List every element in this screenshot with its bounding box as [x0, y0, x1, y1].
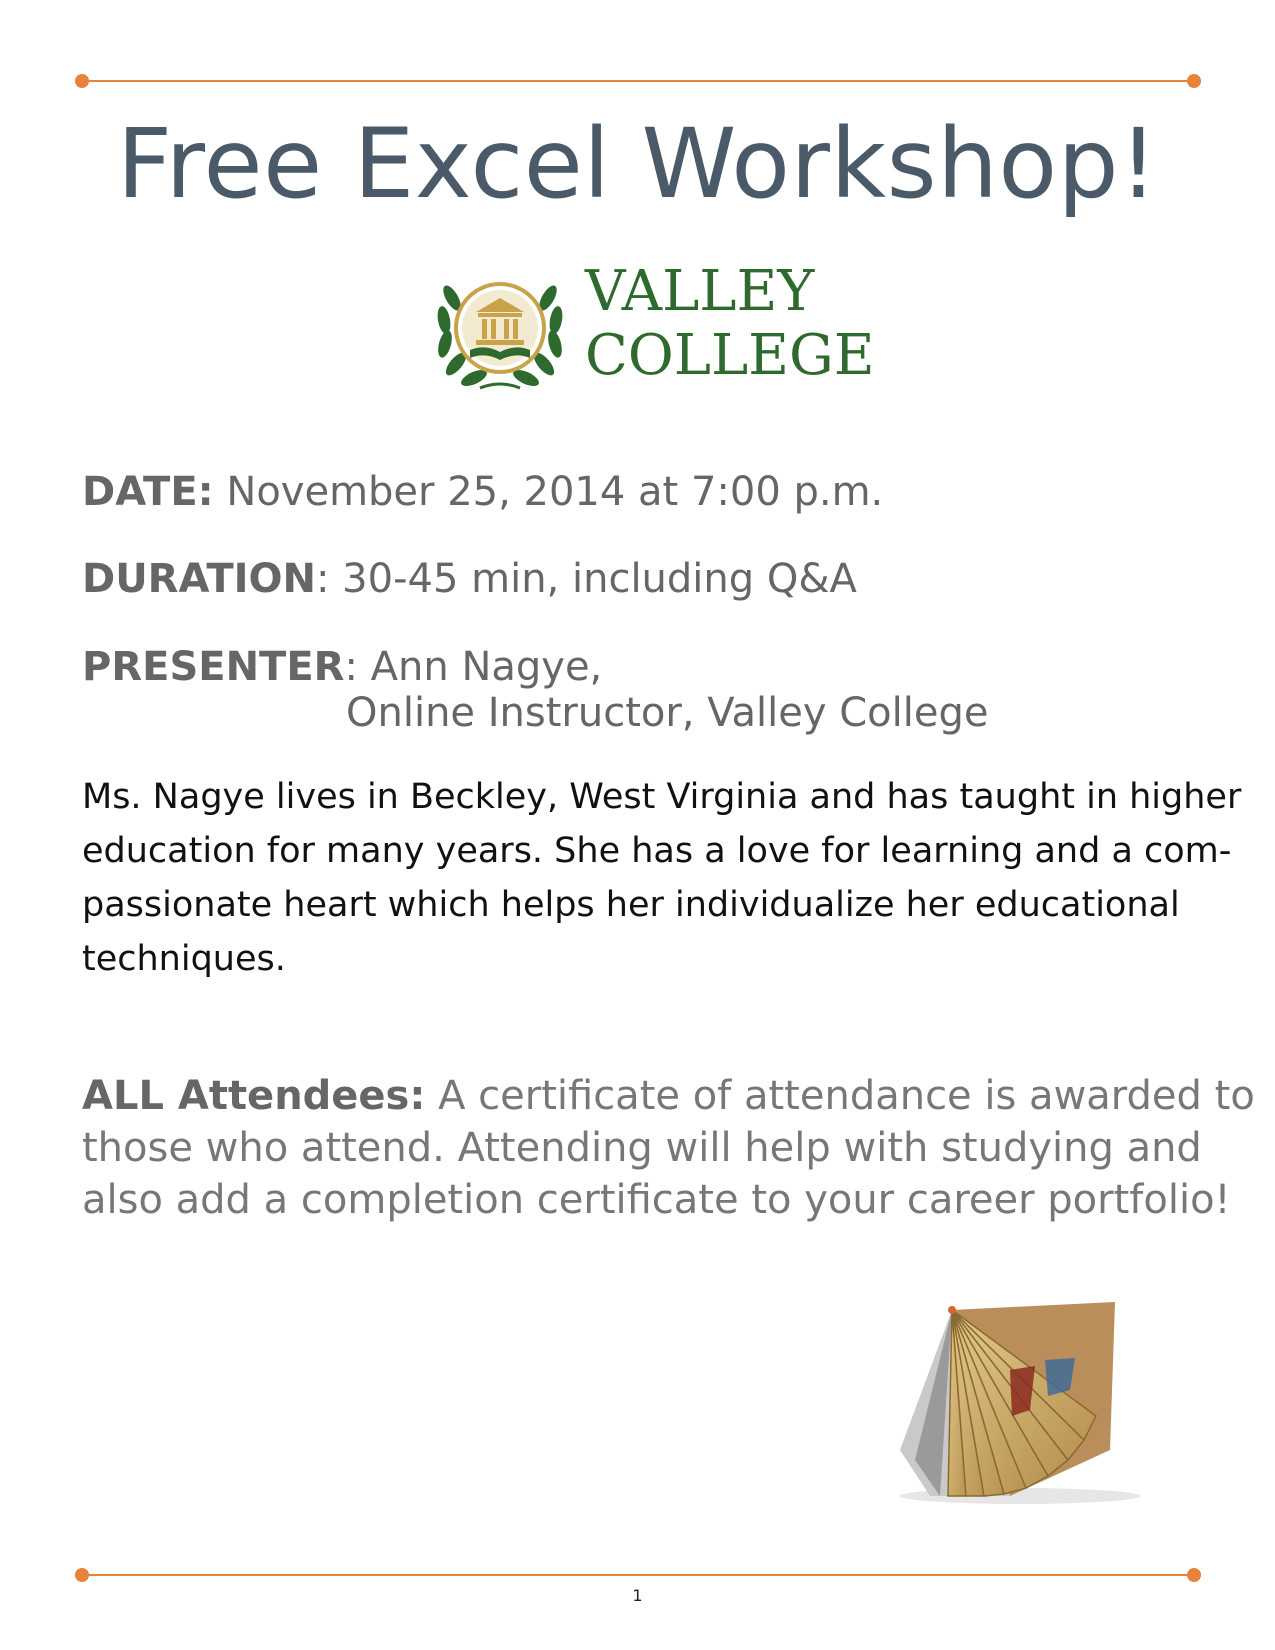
- presenter-row: [82, 643, 602, 691]
- laurel-emblem-icon: [430, 258, 570, 398]
- page-title: Free Excel Workshop!: [116, 108, 1159, 220]
- attendees-text: A certificate of attendance is awarded to: [425, 1073, 1255, 1119]
- presenter-bio: [82, 770, 1242, 986]
- presenter-name: : Ann Nagye,: [344, 644, 603, 690]
- divider-dot: [75, 74, 89, 88]
- accordion-folder-icon: [870, 1300, 1140, 1506]
- attendees-label: ALL Attendees:: [82, 1073, 426, 1119]
- date-row: [82, 468, 883, 516]
- attendees-line: also add a completion certificate to your career portfolio!: [82, 1177, 1231, 1223]
- bio-line: passionate heart which helps her individualize her educational: [82, 885, 1180, 925]
- bio-line: techniques.: [82, 939, 286, 979]
- duration-value: : 30-45 min, including Q&A: [315, 556, 857, 602]
- attendees-line: those who attend. Attending will help with studying and: [82, 1125, 1202, 1171]
- logo-line-valley: VALLEY: [585, 259, 815, 324]
- duration-label: DURATION: [82, 556, 316, 602]
- page-number: 1: [632, 1586, 643, 1605]
- duration-row: [82, 555, 857, 603]
- top-divider: [82, 80, 1194, 82]
- bio-line: Ms. Nagye lives in Beckley, West Virginia and has taught in higher: [82, 777, 1242, 817]
- presenter-title: Online Instructor, Valley College: [346, 690, 989, 736]
- attendees-section: [82, 1070, 1255, 1226]
- bottom-divider: [82, 1574, 1194, 1576]
- bio-line: education for many years. She has a love for learning and a com-: [82, 831, 1232, 871]
- date-value: November 25, 2014 at 7:00 p.m.: [226, 469, 884, 515]
- logo-wordmark: [585, 260, 875, 388]
- divider-dot: [1187, 74, 1201, 88]
- date-label: DATE:: [82, 469, 214, 515]
- logo-line-college: COLLEGE: [585, 323, 875, 388]
- divider-dot: [1187, 1568, 1201, 1582]
- divider-dot: [75, 1568, 89, 1582]
- attendees-line: [82, 1070, 1255, 1122]
- presenter-label: PRESENTER: [82, 644, 345, 690]
- college-logo: [430, 258, 875, 398]
- portfolio-image: [870, 1300, 1140, 1506]
